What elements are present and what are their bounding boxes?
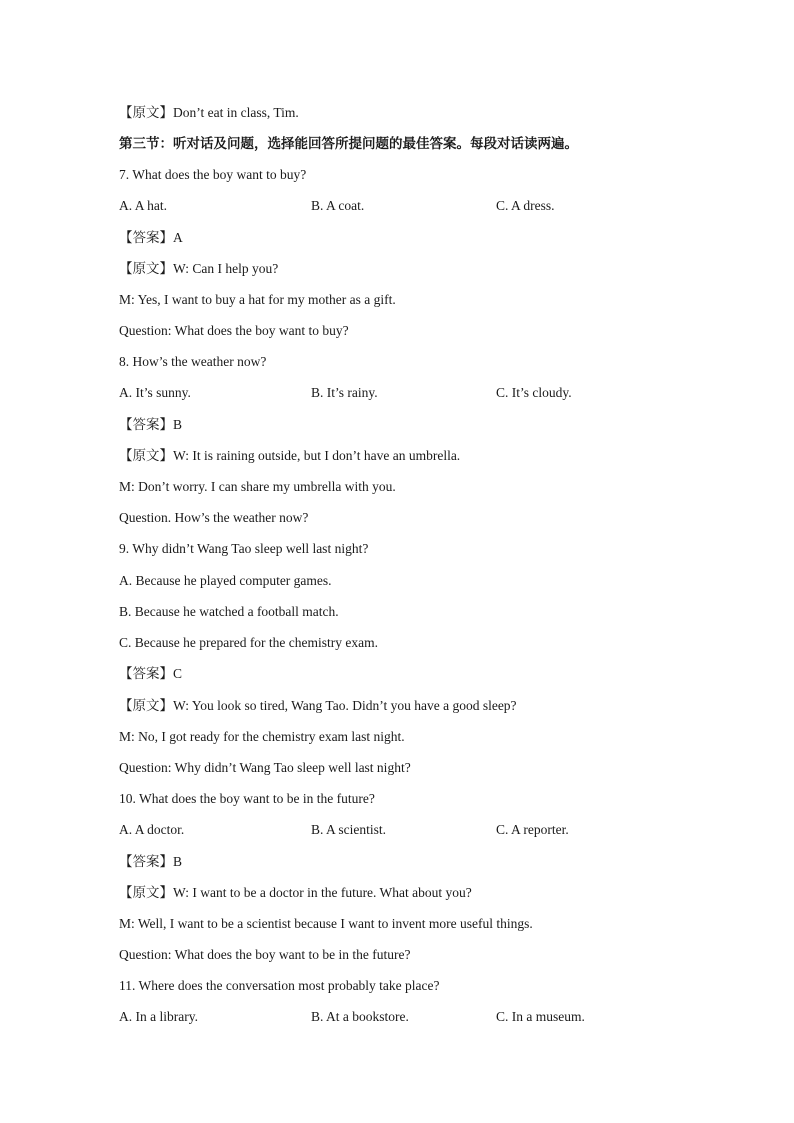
option-a: A. It’s sunny. <box>119 385 191 400</box>
transcript-question: Question: What does the boy want to buy? <box>119 323 349 338</box>
option-a: A. A doctor. <box>119 822 185 837</box>
transcript-question: Question: Why didn’t Wang Tao sleep well last night? <box>119 760 411 775</box>
question-8: 8. How’s the weather now? <box>119 354 267 369</box>
option-a: A. In a library. <box>119 1009 198 1024</box>
answer-10: 【答案】B <box>119 854 183 869</box>
options-row-7 <box>119 198 619 214</box>
transcript-line: M: Don’t worry. I can share my umbrella with you. <box>119 479 396 494</box>
section-heading: 第三节：听对话及问题，选择能回答所提问题的最佳答案。每段对话读两遍。 <box>119 136 578 151</box>
transcript-line: 【原文】W: You look so tired, Wang Tao. Didn’t you have a good sleep? <box>119 698 517 713</box>
answer-8: 【答案】B <box>119 417 183 432</box>
transcript-line: 【原文】W: It is raining outside, but I don’t have an umbrella. <box>119 448 461 463</box>
option-a: A. A hat. <box>119 198 168 213</box>
option-c: C. A dress. <box>496 198 555 213</box>
transcript-line: M: Yes, I want to buy a hat for my mother as a gift. <box>119 292 396 307</box>
option-c: C. In a museum. <box>496 1009 585 1024</box>
transcript-line: 【原文】Don’t eat in class, Tim. <box>119 105 299 120</box>
options-row-10 <box>119 822 619 838</box>
options-row-8 <box>119 385 619 401</box>
transcript-line: 【原文】W: Can I help you? <box>119 261 279 276</box>
option-b: B. It’s rainy. <box>311 385 378 400</box>
transcript-question: Question: What does the boy want to be in the future? <box>119 947 411 962</box>
option-a: A. Because he played computer games. <box>119 573 332 588</box>
option-c: C. A reporter. <box>496 822 569 837</box>
option-c: C. Because he prepared for the chemistry exam. <box>119 635 379 650</box>
option-b: B. At a bookstore. <box>311 1009 409 1024</box>
option-b: B. Because he watched a football match. <box>119 604 339 619</box>
option-b: B. A scientist. <box>311 822 387 837</box>
question-11: 11. Where does the conversation most probably take place? <box>119 978 440 993</box>
answer-7: 【答案】A <box>119 230 183 245</box>
transcript-question: Question. How’s the weather now? <box>119 510 309 525</box>
question-7: 7. What does the boy want to buy? <box>119 167 307 182</box>
question-10: 10. What does the boy want to be in the future? <box>119 791 375 806</box>
transcript-line: M: No, I got ready for the chemistry exam last night. <box>119 729 405 744</box>
options-row-11 <box>119 1009 619 1025</box>
answer-9: 【答案】C <box>119 666 183 681</box>
transcript-line: 【原文】W: I want to be a doctor in the future. What about you? <box>119 885 472 900</box>
question-9: 9. Why didn’t Wang Tao sleep well last night? <box>119 541 369 556</box>
option-b: B. A coat. <box>311 198 365 213</box>
transcript-line: M: Well, I want to be a scientist because I want to invent more useful things. <box>119 916 533 931</box>
option-c: C. It’s cloudy. <box>496 385 572 400</box>
